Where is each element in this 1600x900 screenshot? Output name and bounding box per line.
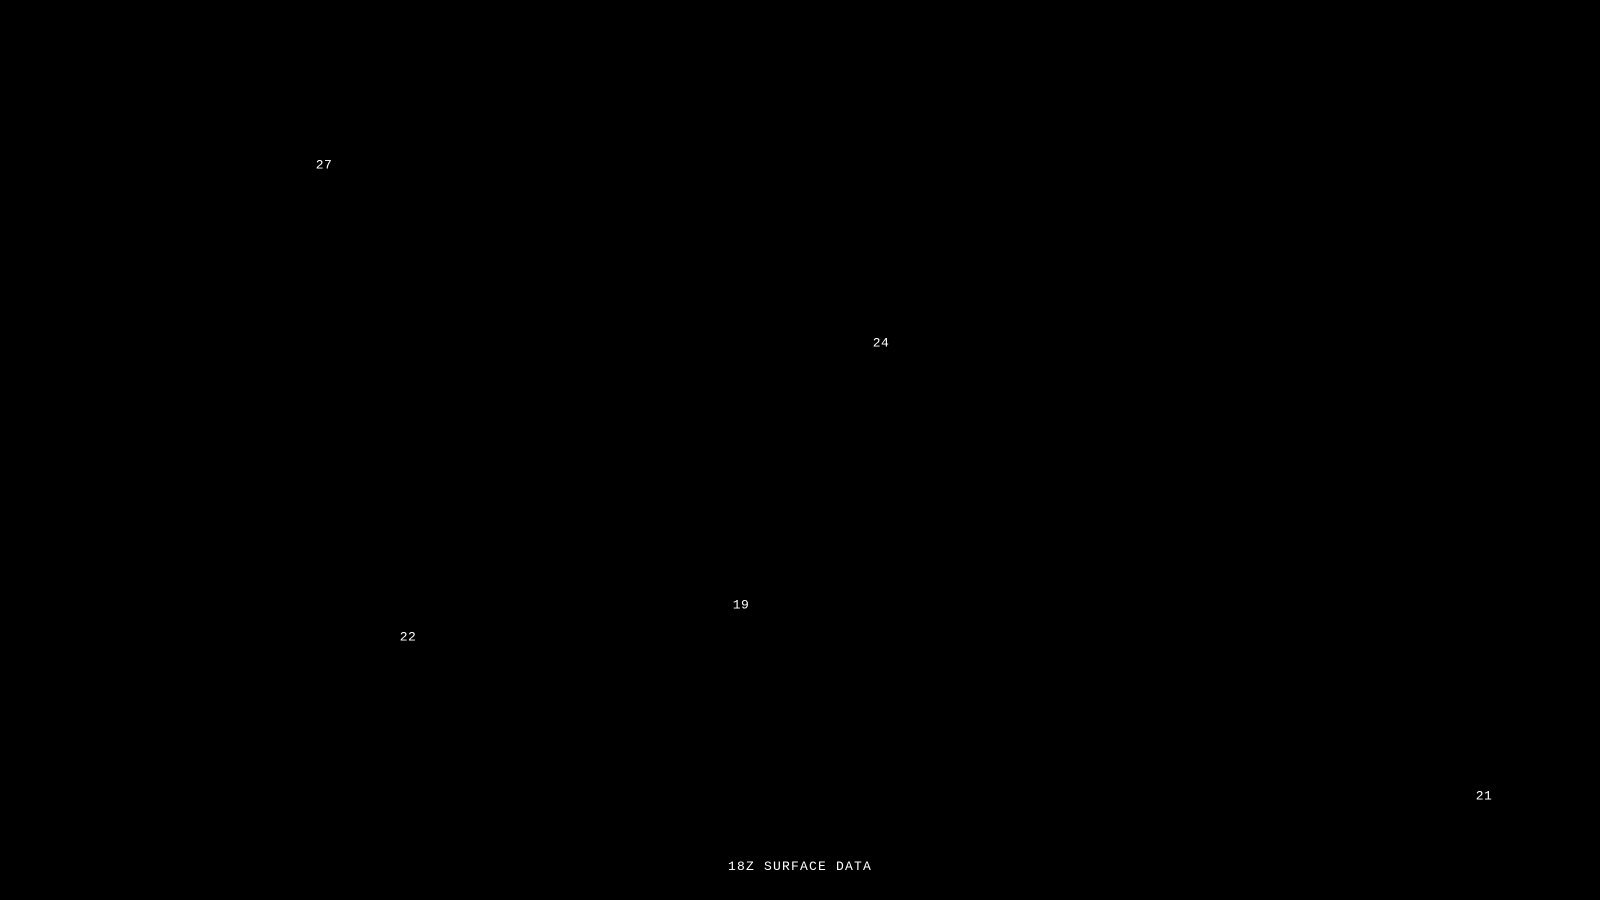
station-temp-27: 27 [315, 157, 333, 173]
station-temp-22: 22 [399, 629, 417, 645]
station-temp-24: 24 [872, 335, 890, 351]
station-temp-21: 21 [1475, 788, 1493, 804]
station-temp-19: 19 [732, 597, 750, 613]
map-title: 18Z SURFACE DATA [727, 859, 873, 874]
